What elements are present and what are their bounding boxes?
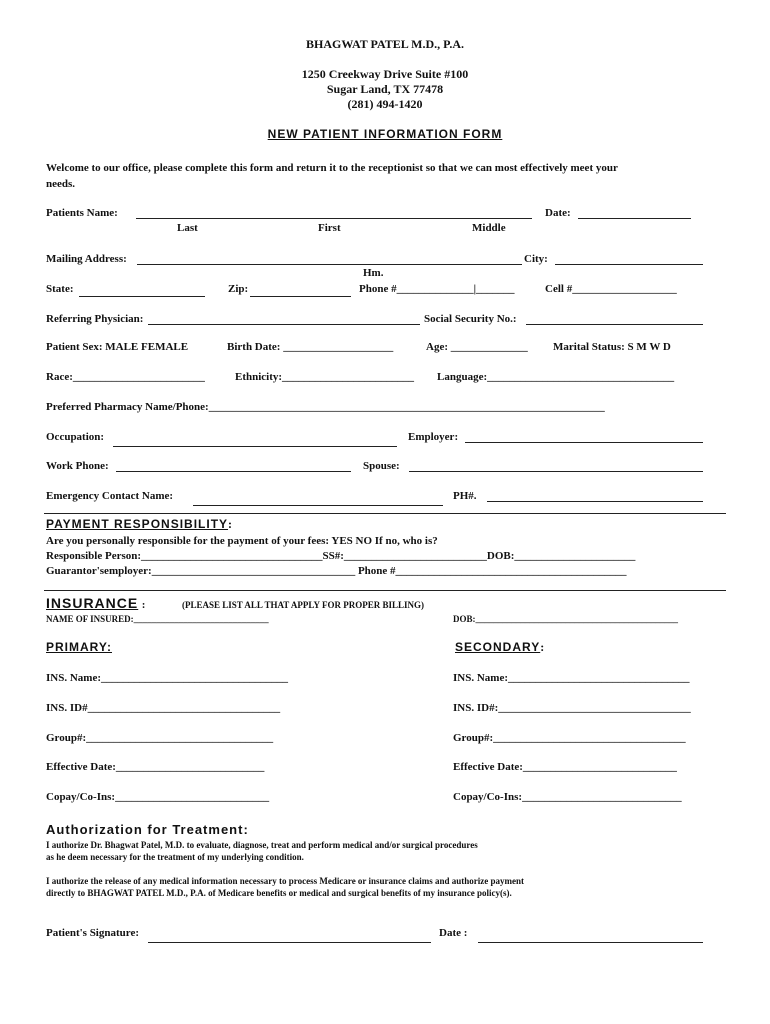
secondary-heading: SECONDARY [455, 640, 541, 654]
referring-physician-field[interactable] [148, 324, 420, 325]
insurance-note: (PLEASE LIST ALL THAT APPLY FOR PROPER BILLING) [182, 600, 424, 610]
signature-field[interactable] [148, 942, 431, 943]
primary-ins-name-field[interactable]: INS. Name:__________________________________ [46, 672, 288, 684]
authorization-p2-line2: directly to BHAGWAT PATEL M.D., P.A. of Medicare benefits or medical and surgical benefits of my insurance policy(s). [46, 888, 512, 898]
secondary-ins-id-field[interactable]: INS. ID#:___________________________________ [453, 702, 691, 714]
secondary-copay-field[interactable]: Copay/Co-Ins:_____________________________ [453, 791, 682, 803]
payment-heading-wrap [46, 517, 232, 532]
state-field[interactable] [79, 296, 205, 297]
signature-label: Patient's Signature: [46, 927, 139, 939]
section-divider [44, 513, 726, 514]
authorization-heading: Authorization for Treatment: [46, 822, 249, 837]
primary-copay-field[interactable]: Copay/Co-Ins:____________________________ [46, 791, 270, 803]
practice-phone: (281) 494-1420 [347, 97, 423, 111]
insured-dob-field[interactable]: DOB:_____________________________________________ [453, 614, 678, 624]
cell-phone-field[interactable]: Cell #___________________ [545, 283, 677, 295]
insurance-heading-colon: : [141, 599, 146, 611]
form-title: NEW PATIENT INFORMATION FORM [267, 127, 503, 141]
date-label: Date: [545, 207, 571, 219]
authorization-p2-line1: I authorize the release of any medical information necessary to process Medicare or insurance claims and authorize payment [46, 876, 525, 886]
intro-line2: needs. [46, 178, 76, 190]
city-label: City: [524, 253, 548, 265]
occupation-label: Occupation: [46, 431, 105, 443]
primary-group-field[interactable]: Group#:__________________________________ [46, 732, 274, 744]
emergency-phone-field[interactable] [487, 501, 703, 502]
age-field[interactable]: Age: ______________ [426, 341, 528, 353]
pharmacy-field[interactable]: Preferred Pharmacy Name/Phone:________________________________________________________________________ [46, 401, 605, 413]
practice-address-line1: 1250 Creekway Drive Suite #100 [301, 67, 469, 81]
payment-heading: PAYMENT RESPONSIBILITY [46, 517, 229, 531]
insurance-heading-wrap [46, 595, 145, 613]
employer-label: Employer: [408, 431, 459, 443]
authorization-p1-line1: I authorize Dr. Bhagwat Patel, M.D. to evaluate, diagnose, treat and perform medical and/or surgical procedures [46, 840, 478, 850]
first-caption: First [318, 222, 341, 234]
zip-label: Zip: [228, 283, 249, 295]
city-field[interactable] [555, 264, 703, 265]
zip-field[interactable] [250, 296, 351, 297]
payment-heading-colon: : [228, 517, 233, 531]
emergency-phone-label: PH#. [453, 490, 477, 502]
race-field[interactable]: Race:________________________ [46, 371, 205, 383]
patient-sex-field[interactable]: Patient Sex: MALE FEMALE [46, 341, 189, 353]
secondary-heading-colon: : [540, 640, 545, 654]
responsible-person-field[interactable]: Responsible Person:_________________________________SS#:__________________________DOB:______________________ [46, 550, 636, 562]
primary-ins-id-field[interactable]: INS. ID#___________________________________ [46, 702, 281, 714]
signature-date-field[interactable] [478, 942, 703, 943]
work-phone-label: Work Phone: [46, 460, 109, 472]
occupation-field[interactable] [113, 446, 397, 447]
guarantor-employer-field[interactable]: Guarantor'semployer:_____________________________________ Phone #__________________________________________ [46, 565, 627, 577]
practice-name: BHAGWAT PATEL M.D., P.A. [305, 37, 465, 51]
primary-effective-date-field[interactable]: Effective Date:___________________________ [46, 761, 265, 773]
intro-line1: Welcome to our office, please complete this form and return it to the receptionist so that we can most effectively meet your [46, 162, 618, 174]
birth-date-field[interactable]: Birth Date: ____________________ [227, 341, 394, 353]
spouse-field[interactable] [409, 471, 703, 472]
authorization-p1-line2: as he deem necessary for the treatment of my underlying condition. [46, 852, 304, 862]
ethnicity-field[interactable]: Ethnicity:________________________ [235, 371, 415, 383]
date-field[interactable] [578, 218, 691, 219]
patient-name-label: Patients Name: [46, 207, 118, 219]
secondary-ins-name-field[interactable]: INS. Name:_________________________________ [453, 672, 690, 684]
secondary-effective-date-field[interactable]: Effective Date:____________________________ [453, 761, 677, 773]
patient-name-field[interactable] [136, 218, 532, 219]
spouse-label: Spouse: [363, 460, 400, 472]
mailing-address-label: Mailing Address: [46, 253, 127, 265]
work-phone-field[interactable] [116, 471, 351, 472]
insurance-heading: INSURANCE [46, 595, 139, 611]
state-label: State: [46, 283, 74, 295]
insured-name-field[interactable]: NAME OF INSURED:______________________________ [46, 614, 269, 624]
mailing-address-field[interactable] [137, 264, 522, 265]
language-field[interactable]: Language:__________________________________ [437, 371, 675, 383]
emergency-contact-field[interactable] [193, 505, 443, 506]
hm-label: Hm. [363, 267, 384, 279]
secondary-group-field[interactable]: Group#:___________________________________ [453, 732, 686, 744]
emergency-contact-label: Emergency Contact Name: [46, 490, 174, 502]
home-phone-field[interactable]: Phone #______________|_______ [359, 283, 515, 295]
last-caption: Last [177, 222, 198, 234]
ssn-label: Social Security No.: [424, 313, 517, 325]
middle-caption: Middle [472, 222, 506, 234]
section-divider-2 [44, 590, 726, 591]
primary-heading: PRIMARY: [46, 640, 112, 654]
marital-status-field[interactable]: Marital Status: S M W D [553, 341, 671, 353]
signature-date-label: Date : [439, 927, 468, 939]
practice-address-line2: Sugar Land, TX 77478 [326, 82, 444, 96]
employer-field[interactable] [465, 442, 703, 443]
payment-question[interactable]: Are you personally responsible for the payment of your fees: YES NO If no, who is? [46, 535, 438, 547]
referring-physician-label: Referring Physician: [46, 313, 144, 325]
ssn-field[interactable] [526, 324, 703, 325]
secondary-heading-wrap [455, 640, 544, 655]
